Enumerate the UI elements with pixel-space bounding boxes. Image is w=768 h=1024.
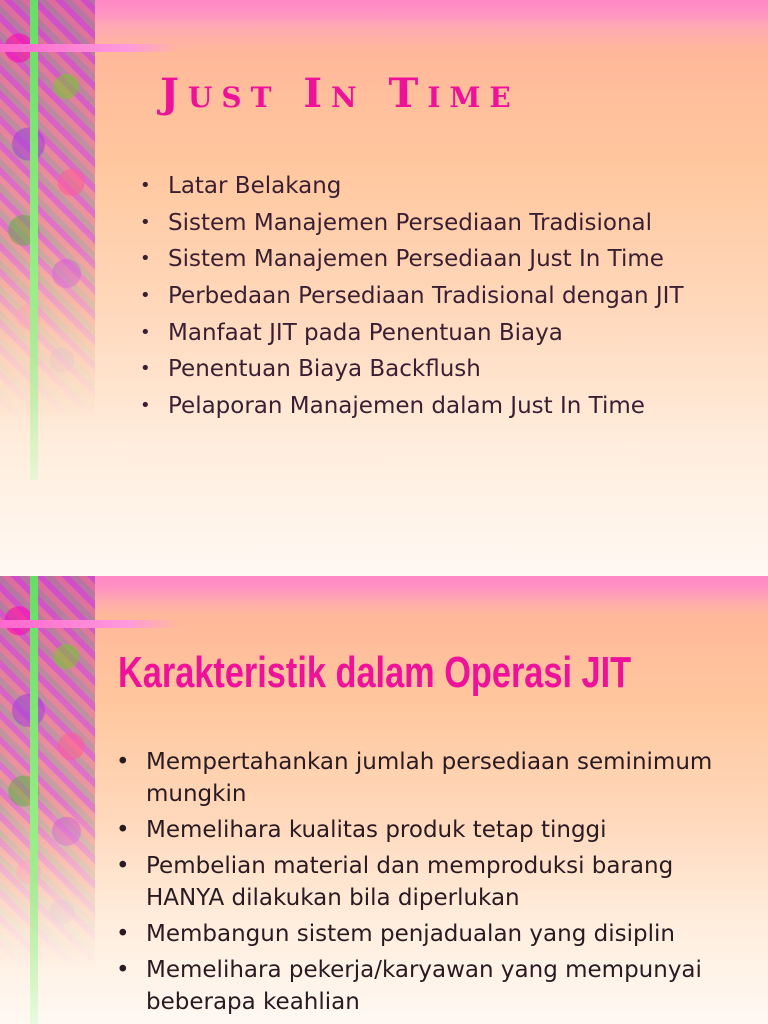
bullet-item: • Memelihara kualitas produk tetap tinggi (116, 814, 756, 846)
slide-title: Just In Time (160, 70, 520, 117)
bullet-item: • Latar Belakang (140, 168, 684, 205)
bullet-item: • Pelaporan Manajemen dalam Just In Time (140, 388, 684, 425)
bullet-list (116, 746, 756, 1022)
slide-title: Karakteristik dalam Operasi JIT (118, 648, 632, 697)
bullet-item: • Perbedaan Persediaan Tradisional dengan JIT (140, 278, 684, 315)
bullet-item: • Sistem Manajemen Persediaan Tradisional (140, 205, 684, 242)
bullet-item: • Penentuan Biaya Backflush (140, 351, 684, 388)
decorative-side-pattern (0, 0, 95, 480)
bullet-item: • Membangun sistem penjadualan yang disiplin (116, 918, 756, 950)
bullet-item: • Pembelian material dan memproduksi barang HANYA dilakukan bila diperlukan (116, 850, 756, 914)
decorative-side-pattern (0, 576, 95, 1024)
bullet-item: • Mempertahankan jumlah persediaan seminimum mungkin (116, 746, 756, 810)
top-gradient-band (0, 0, 768, 26)
bullet-item: • Memelihara pekerja/karyawan yang mempunyai beberapa keahlian (116, 954, 756, 1018)
top-gradient-band (0, 576, 768, 602)
decorative-horizontal-bar (0, 620, 180, 628)
bullet-item: • Manfaat JIT pada Penentuan Biaya (140, 315, 684, 352)
bullet-item: • Sistem Manajemen Persediaan Just In Time (140, 241, 684, 278)
decorative-vertical-bar (30, 576, 38, 1024)
decorative-horizontal-bar (0, 44, 180, 52)
decorative-vertical-bar (30, 0, 38, 480)
bullet-list (140, 168, 684, 425)
